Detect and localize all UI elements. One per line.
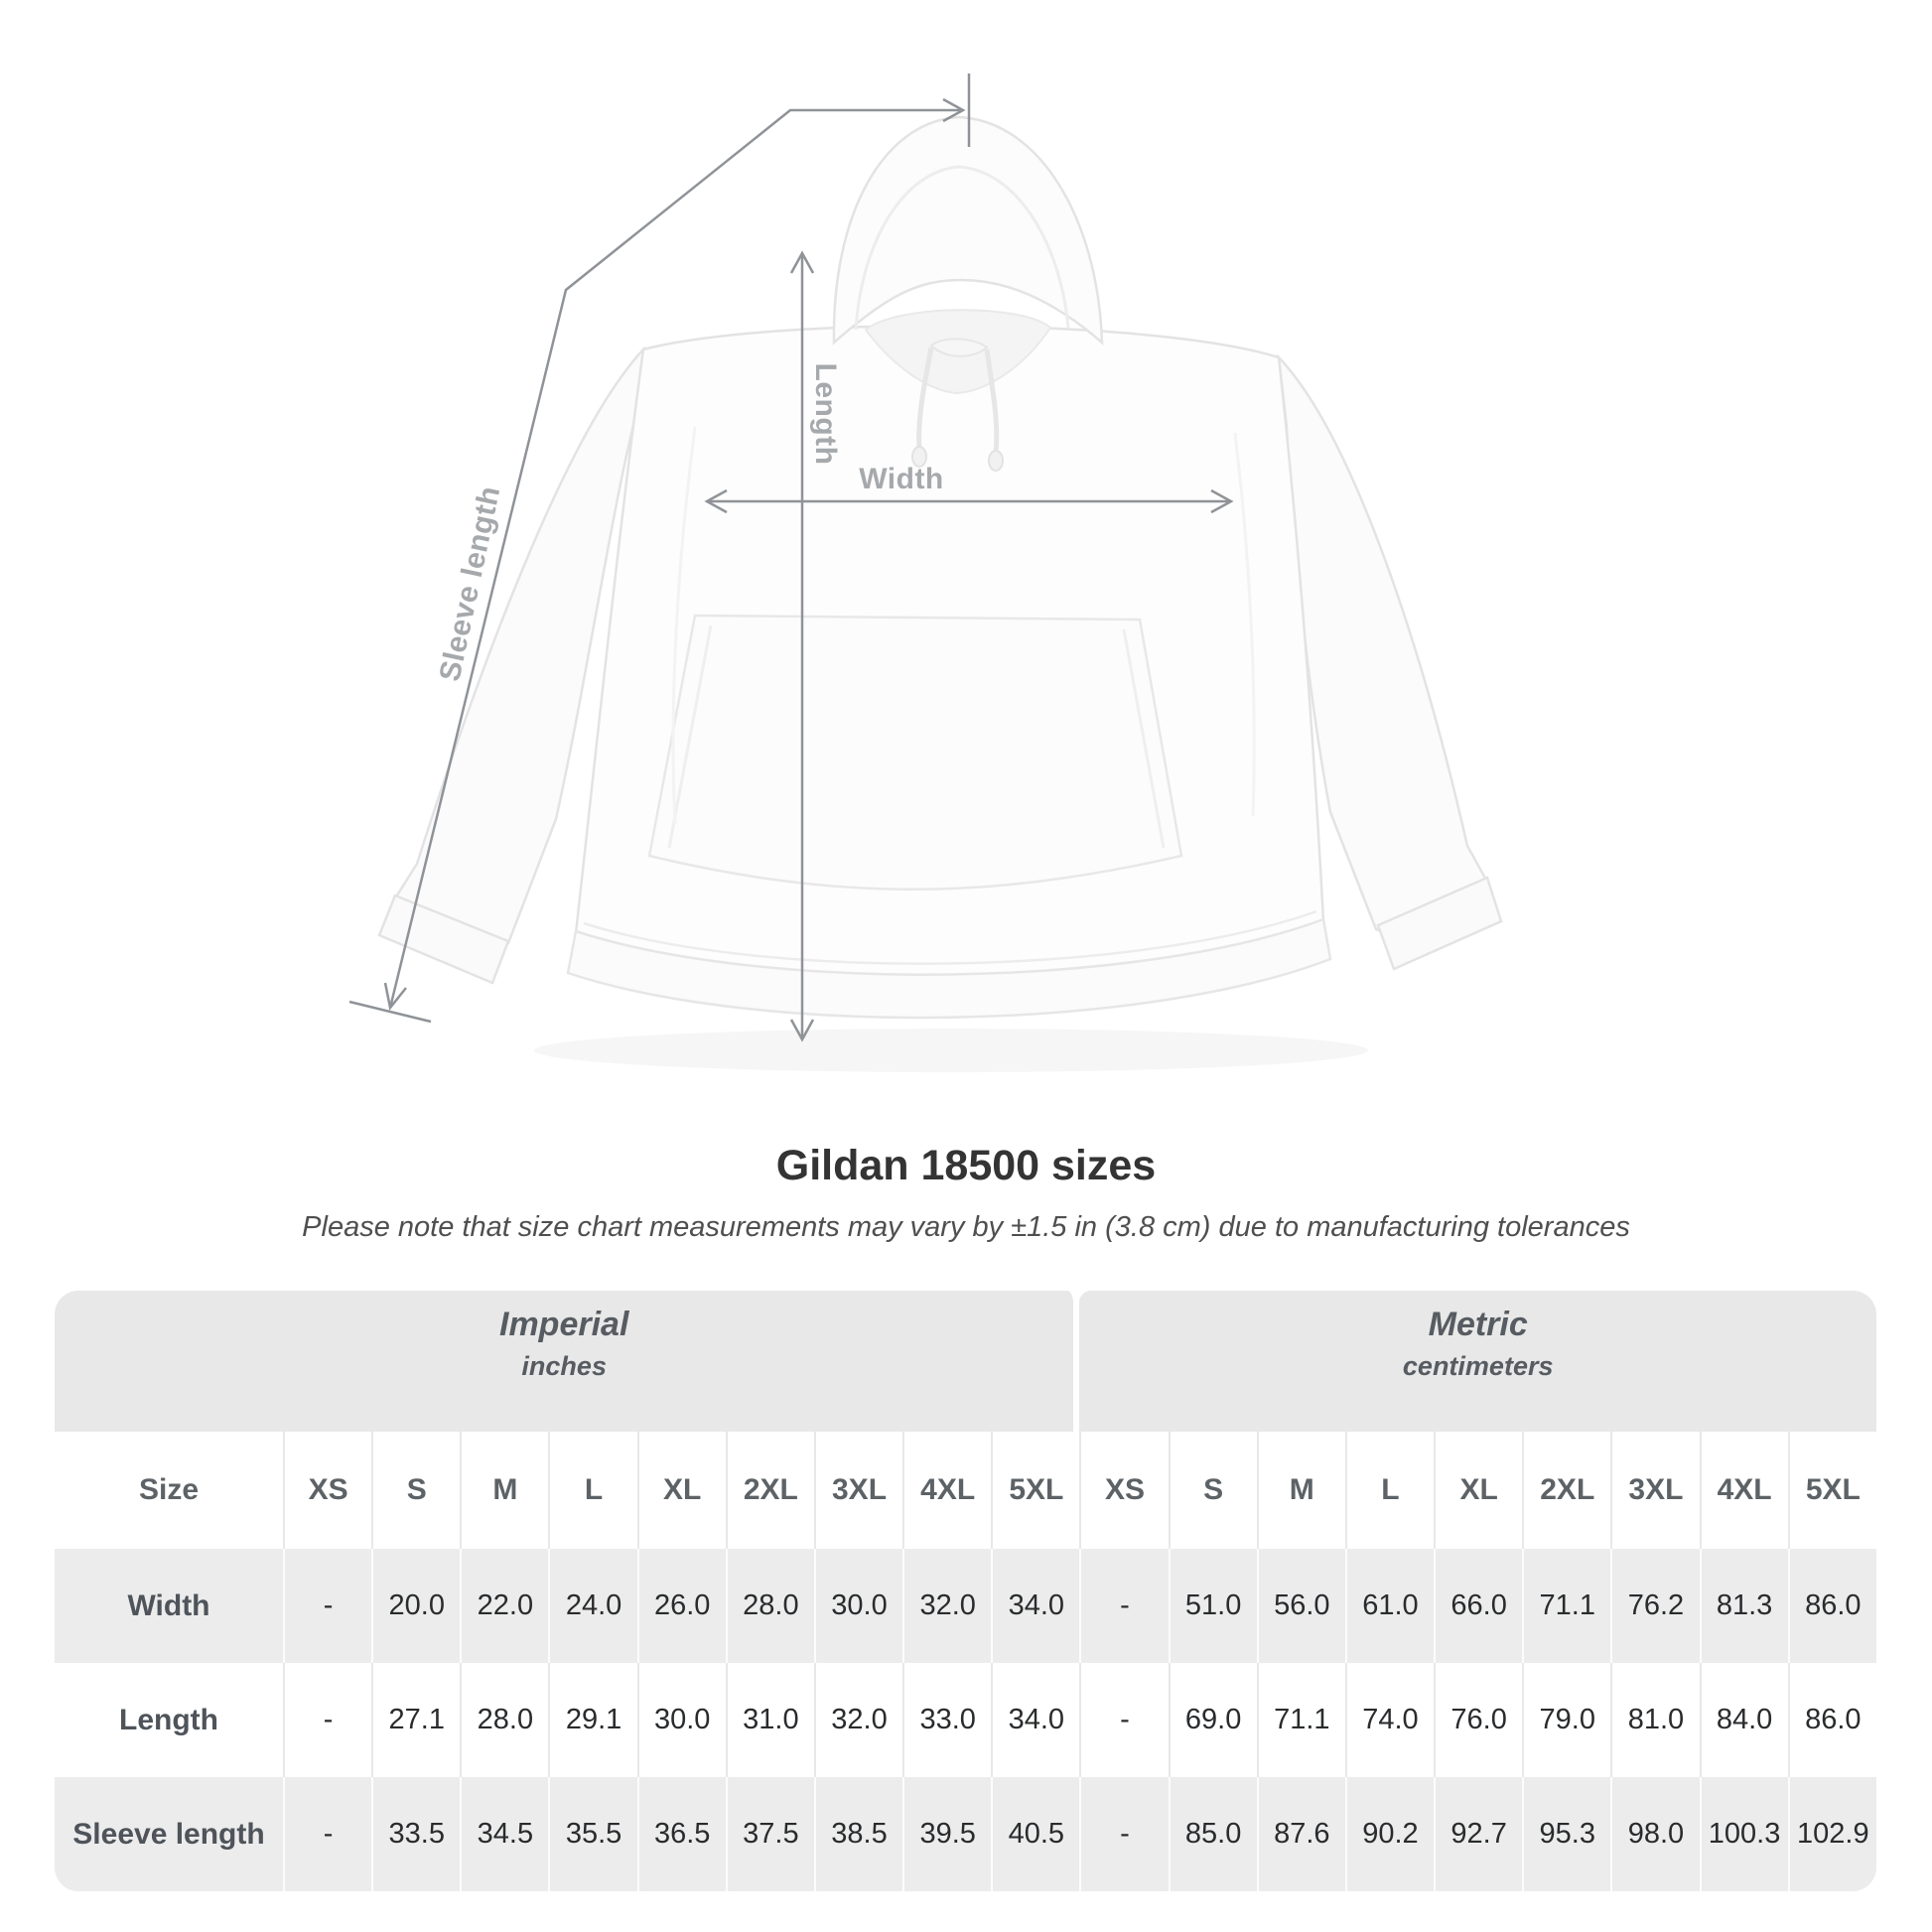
measurement-cell: 74.0 — [1345, 1663, 1434, 1777]
measurement-cell: 100.3 — [1700, 1777, 1788, 1891]
measurement-cell: 84.0 — [1700, 1663, 1788, 1777]
size-column-header-metric-5xl: 5XL — [1788, 1432, 1876, 1549]
measurement-cell: 22.0 — [460, 1549, 548, 1663]
measurement-cell: - — [283, 1549, 371, 1663]
measurement-cell: 79.0 — [1522, 1663, 1610, 1777]
measurement-cell: - — [1079, 1777, 1168, 1891]
size-column-header-imperial-xl: XL — [637, 1432, 726, 1549]
size-column-header-imperial-l: L — [548, 1432, 636, 1549]
measurement-cell: 27.1 — [371, 1663, 460, 1777]
measurement-cell: 81.0 — [1610, 1663, 1699, 1777]
page-title: Gildan 18500 sizes — [775, 1142, 1157, 1189]
measurement-cell: - — [283, 1777, 371, 1891]
size-header-row — [55, 1432, 1876, 1549]
measurement-cell: 66.0 — [1434, 1549, 1522, 1663]
measurement-cell: 29.1 — [548, 1663, 636, 1777]
size-column-header-imperial-4xl: 4XL — [902, 1432, 991, 1549]
measurement-cell: 36.5 — [637, 1777, 726, 1891]
measurement-cell: 40.5 — [991, 1777, 1079, 1891]
measurement-cell: 31.0 — [726, 1663, 814, 1777]
measurement-cell: 76.2 — [1610, 1549, 1699, 1663]
size-corner-header: Size — [55, 1432, 283, 1549]
size-column-header-imperial-xs: XS — [283, 1432, 371, 1549]
measurement-cell: 87.6 — [1257, 1777, 1345, 1891]
row-label: Length — [55, 1663, 283, 1777]
page-subtitle: Please note that size chart measurements may vary by ±1.5 in (3.8 cm) due to manufacturing tolerances — [302, 1211, 1630, 1243]
measurement-cell: 95.3 — [1522, 1777, 1610, 1891]
row-label: Sleeve length — [55, 1777, 283, 1891]
unit-band-row — [55, 1291, 1876, 1432]
size-column-header-metric-s: S — [1169, 1432, 1257, 1549]
imperial-label: Imperial — [499, 1306, 629, 1343]
size-column-header-metric-4xl: 4XL — [1700, 1432, 1788, 1549]
row-label: Width — [55, 1549, 283, 1663]
imperial-unit-label: inches — [521, 1351, 607, 1381]
measurement-cell: 32.0 — [902, 1549, 991, 1663]
measurement-cell: 37.5 — [726, 1777, 814, 1891]
measurement-cell: 35.5 — [548, 1777, 636, 1891]
measurement-cell: 85.0 — [1169, 1777, 1257, 1891]
measurement-cell: - — [283, 1663, 371, 1777]
hood — [834, 117, 1102, 343]
measurement-cell: 26.0 — [637, 1549, 726, 1663]
size-table-container — [55, 1291, 1876, 1891]
measurement-cell: 28.0 — [460, 1663, 548, 1777]
size-table — [55, 1291, 1876, 1891]
metric-unit-label: centimeters — [1402, 1351, 1554, 1381]
measurement-cell: 28.0 — [726, 1549, 814, 1663]
measurement-cell: 90.2 — [1345, 1777, 1434, 1891]
measurement-cell: 34.5 — [460, 1777, 548, 1891]
measurement-cell: 30.0 — [814, 1549, 902, 1663]
measurement-cell: 33.0 — [902, 1663, 991, 1777]
size-column-header-metric-l: L — [1345, 1432, 1434, 1549]
metric-label: Metric — [1428, 1306, 1528, 1343]
table-row-width — [55, 1549, 1876, 1663]
measurement-cell: - — [1079, 1549, 1168, 1663]
size-column-header-metric-xs: XS — [1079, 1432, 1168, 1549]
size-column-header-metric-xl: XL — [1434, 1432, 1522, 1549]
measurement-cell: 61.0 — [1345, 1549, 1434, 1663]
measurement-cell: - — [1079, 1663, 1168, 1777]
measurement-cell: 32.0 — [814, 1663, 902, 1777]
measurement-cell: 98.0 — [1610, 1777, 1699, 1891]
table-row-sleeve-length — [55, 1777, 1876, 1891]
drawstring-tip-right — [989, 451, 1003, 471]
measurement-cell: 56.0 — [1257, 1549, 1345, 1663]
measurement-cell: 30.0 — [637, 1663, 726, 1777]
imperial-band — [55, 1291, 1079, 1432]
size-column-header-imperial-3xl: 3XL — [814, 1432, 902, 1549]
garment-shadow — [534, 1029, 1368, 1072]
measurement-cell: 34.0 — [991, 1549, 1079, 1663]
measurement-cell: 71.1 — [1257, 1663, 1345, 1777]
measurement-cell: 86.0 — [1788, 1663, 1876, 1777]
measurement-cell: 102.9 — [1788, 1777, 1876, 1891]
length-label: Length — [809, 362, 842, 466]
table-row-length — [55, 1663, 1876, 1777]
measurement-cell: 38.5 — [814, 1777, 902, 1891]
size-column-header-imperial-m: M — [460, 1432, 548, 1549]
measurement-cell: 33.5 — [371, 1777, 460, 1891]
measurement-cell: 86.0 — [1788, 1549, 1876, 1663]
size-column-header-metric-3xl: 3XL — [1610, 1432, 1699, 1549]
size-column-header-imperial-5xl: 5XL — [991, 1432, 1079, 1549]
measurement-cell: 69.0 — [1169, 1663, 1257, 1777]
measurement-cell: 39.5 — [902, 1777, 991, 1891]
size-column-header-metric-2xl: 2XL — [1522, 1432, 1610, 1549]
measurement-cell: 81.3 — [1700, 1549, 1788, 1663]
measurement-cell: 51.0 — [1169, 1549, 1257, 1663]
size-column-header-metric-m: M — [1257, 1432, 1345, 1549]
measurement-cell: 71.1 — [1522, 1549, 1610, 1663]
size-column-header-imperial-2xl: 2XL — [726, 1432, 814, 1549]
measurement-cell: 20.0 — [371, 1549, 460, 1663]
kangaroo-pocket — [649, 616, 1181, 890]
metric-band — [1079, 1291, 1876, 1432]
measurement-cell: 76.0 — [1434, 1663, 1522, 1777]
measurement-cell: 24.0 — [548, 1549, 636, 1663]
measurement-cell: 92.7 — [1434, 1777, 1522, 1891]
width-label: Width — [859, 463, 944, 495]
measurement-cell: 34.0 — [991, 1663, 1079, 1777]
size-column-header-imperial-s: S — [371, 1432, 460, 1549]
sleeve-length-label: Sleeve length — [433, 483, 507, 685]
